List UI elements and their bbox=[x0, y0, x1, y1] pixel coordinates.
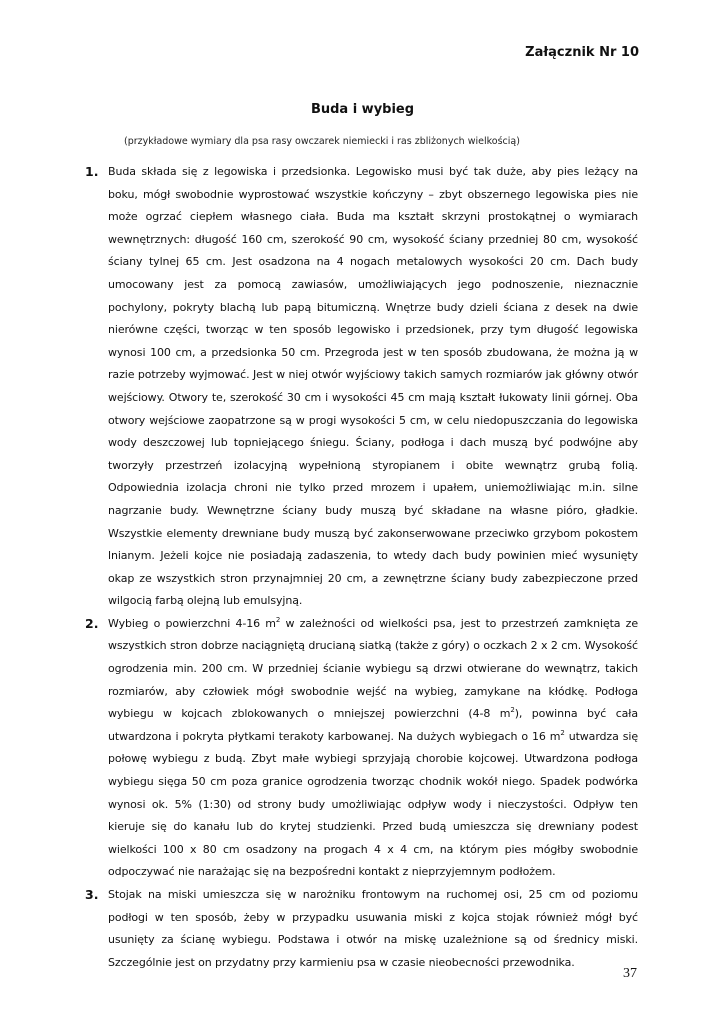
text-segment: Wybieg o powierzchni 4-16 m bbox=[108, 616, 276, 630]
item-number: 3. bbox=[85, 887, 99, 902]
document-subtitle: (przykładowe wymiary dla psa rasy owczarek niemiecki i ras zbliżonych wielkością) bbox=[124, 136, 520, 147]
superscript: 2 bbox=[510, 706, 515, 715]
text-segment: utwardza się połowę wybiegu z budą. Zbyt małe wybiegi sprzyjają chorobie kojcowej. Utwardzona podłoga wybiegu sięga 50 cm poza granice ogrodzenia tworząc chodnik wokół niego. Spadek podwórka wynosi ok. 5% (1:30) od strony budy umożliwiając odpływ wody i nieczystości. Odpływ ten kieruje się do kanału lub do krytej studzienki. Przed budą umieszcza się drewniany podest wielkości 100 x 80 cm osadzony na progach 4 x 4 cm, na którym pies mógłby swobodnie odpoczywać nie narażając się na bezpośredni kontakt z nieprzyjemnym podłożem. bbox=[108, 729, 638, 879]
list-item-2 bbox=[85, 613, 638, 884]
item-number: 1. bbox=[85, 164, 99, 179]
superscript: 2 bbox=[560, 728, 565, 737]
item-number: 2. bbox=[85, 615, 99, 631]
document-title: Buda i wybieg bbox=[310, 102, 415, 117]
text-segment: ), powinna być cała utwardzona i pokryta płytkami terakoty karbowanej. Na dużych wybiegach o 16 m bbox=[108, 707, 638, 743]
superscript: 2 bbox=[275, 615, 281, 624]
item-text: Buda składa się z legowiska i przedsionka. Legowisko musi być tak duże, aby pies leżący na boku, mógł swobodnie wyprostować wszystkie kończyny – zbyt obszernego legowiska pies nie może ogrzać ciepłem własnego ciała. Buda ma kształt skrzyni prostokątnej o wymiarach wewnętrznych: długość 160 cm, szerokość 90 cm, wysokość ściany przedniej 80 cm, wysokość ściany tylnej 65 cm. Jest osadzona na 4 nogach metalowych wysokości 20 cm. Dach budy umocowany jest za pomocą zawiasów, umożliwiających jego podnoszenie, nieznacznie pochylony, pokryty blachą lub papą bitumiczną. Wnętrze budy dzieli ściana z desek na dwie nierówne części, tworząc w ten sposób legowisko i przedsionek, przy tym długość legowiska wynosi 100 cm, a przedsionka 50 cm. Przegroda jest w ten sposób zbudowana, że można ją w razie potrzeby wyjmować. Jest w niej otwór wyjściowy takich samych rozmiarów jak główny otwór wejściowy. Otwory te, szerokość 30 cm i wysokości 45 cm mają kształt łukowaty linii górnej. Oba otwory wejściowe zaopatrzone są w progi wysokości 5 cm, w celu niedopuszczania do legowiska wody deszczowej lub topniejącego śniegu. Ściany, podłoga i dach muszą być podwójne aby tworzyły przestrzeń izolacyjną wypełnioną styropianem i obite wewnątrz grubą folią. Odpowiednia izolacja chroni nie tylko przed mrozem i upałem, uniemożliwiając m.in. silne nagrzanie budy. Wewnętrzne ściany budy muszą być składane na własne pióro, gładkie. Wszystkie elementy drewniane budy muszą być zakonserwowane przeciwko grzybom pokostem lnianym. Jeżeli kojce nie posiadają zadaszenia, to wtedy dach budy powinien mieć wysunięty okap ze wszystkich stron przynajmniej 20 cm, a zewnętrzne ściany budy zabezpieczone przed wilgocią farbą olejną lub emulsyjną. bbox=[108, 165, 638, 608]
item-text bbox=[108, 613, 638, 884]
list-item-3 bbox=[85, 884, 638, 974]
annex-label: Załącznik Nr 10 bbox=[525, 45, 639, 60]
numbered-list bbox=[85, 161, 638, 974]
item-text: Stojak na miski umieszcza się w narożniku frontowym na ruchomej osi, 25 cm od poziomu podłogi w ten sposób, żeby w przypadku usuwania miski z kojca stojak również mógł być usunięty za ścianę wybiegu. Podstawa i otwór na miskę uzależnione są od średnicy miski. Szczególnie jest on przydatny przy karmieniu psa w czasie nieobecności przewodnika. bbox=[108, 888, 638, 969]
page-number: 37 bbox=[623, 966, 637, 981]
list-item-1 bbox=[85, 161, 638, 613]
text-segment: w zależności od wielkości psa, jest to przestrzeń zamknięta ze wszystkich stron dobrze naciągniętą drucianą siatką (także z góry) o oczkach 2 x 2 cm. Wysokość ogrodzenia min. 200 cm. W przedniej ścianie wybiegu są drzwi otwierane do wewnątrz, takich rozmiarów, aby człowiek mógł swobodnie wejść na wybieg, zamykane na kłódkę. Podłoga wybiegu w kojcach zblokowanych o mniejszej powierzchni (4-8 m bbox=[108, 616, 638, 721]
